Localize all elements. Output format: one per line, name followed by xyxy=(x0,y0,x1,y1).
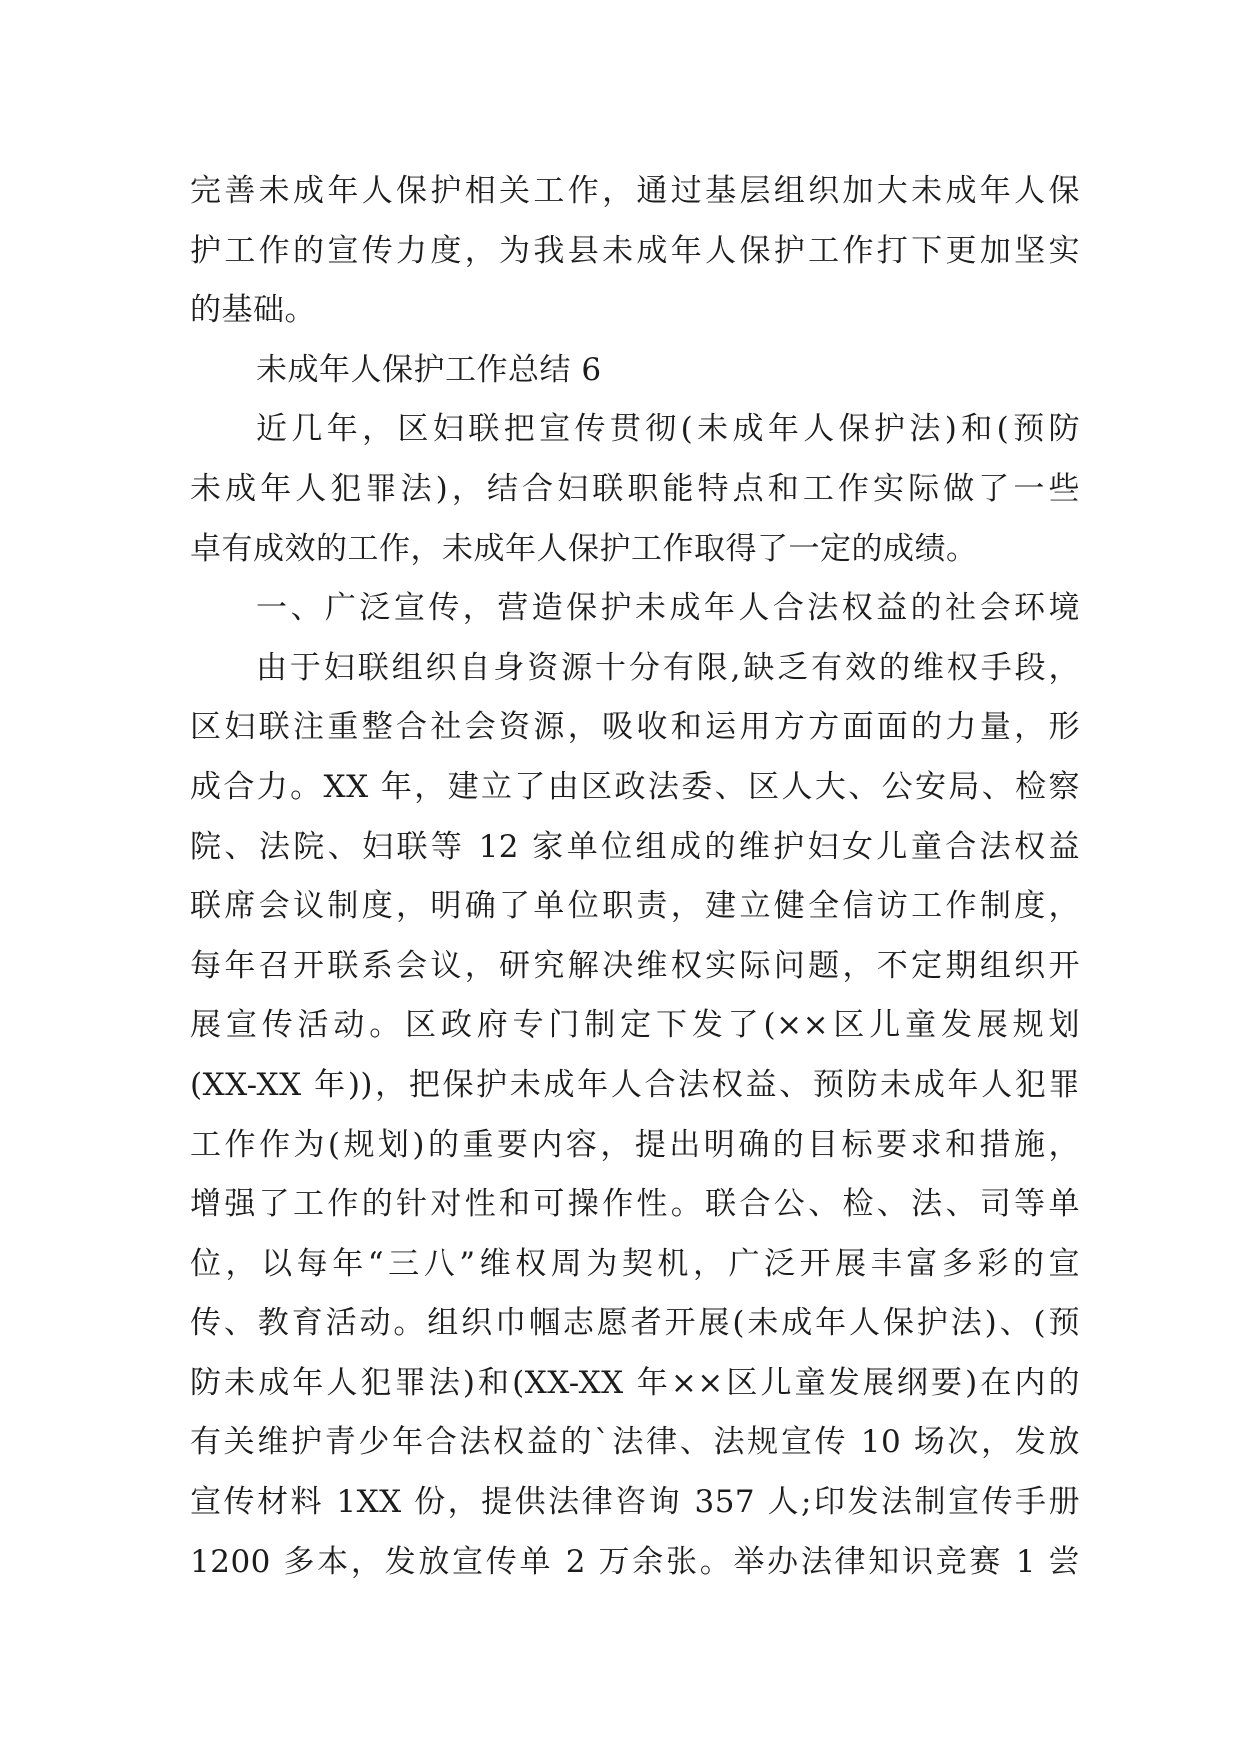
document-text-line: 防未成年人犯罪法)和(XX-XX 年××区儿童发展纲要)在内的 xyxy=(190,1364,1080,1401)
document-text-line: 联席会议制度，明确了单位职责，建立健全信访工作制度， xyxy=(190,888,1080,925)
document-text-line: (XX-XX 年))，把保护未成年人合法权益、预防未成年人犯罪 xyxy=(190,1066,1080,1103)
document-text-line: 一、广泛宣传，营造保护未成年人合法权益的社会环境 xyxy=(256,590,1080,627)
document-body xyxy=(190,162,1080,1592)
document-text-line: 卓有成效的工作，未成年人保护工作取得了一定的成绩。 xyxy=(190,530,978,567)
document-text-line: 1200 多本，发放宣传单 2 万余张。举办法律知识竞赛 1 尝 xyxy=(190,1543,1080,1580)
document-text-line: 有关维护青少年合法权益的`法律、法规宣传 10 场次，发放 xyxy=(190,1424,1080,1461)
document-text-line: 近几年，区妇联把宣传贯彻(未成年人保护法)和(预防 xyxy=(256,411,1080,448)
document-text-line: 工作作为(规划)的重要内容，提出明确的目标要求和措施， xyxy=(190,1126,1080,1163)
document-text-line: 未成年人犯罪法)，结合妇联职能特点和工作实际做了一些 xyxy=(190,470,1080,507)
document-text-line: 由于妇联组织自身资源十分有限,缺乏有效的维权手段， xyxy=(256,649,1080,686)
document-text-line: 展宣传活动。区政府专门制定下发了(××区儿童发展规划 xyxy=(190,1007,1080,1044)
document-text-line: 宣传材料 1XX 份，提供法律咨询 357 人;印发法制宣传手册 xyxy=(190,1484,1080,1521)
document-text-line: 未成年人保护工作总结 6 xyxy=(256,351,602,388)
document-text-line: 护工作的宣传力度，为我县未成年人保护工作打下更加坚实 xyxy=(190,232,1080,269)
document-text-line: 每年召开联系会议，研究解决维权实际问题，不定期组织开 xyxy=(190,947,1080,984)
document-text-line: 的基础。 xyxy=(190,292,316,329)
document-text-line: 成合力。XX 年，建立了由区政法委、区人大、公安局、检察 xyxy=(190,768,1080,805)
document-text-line: 院、法院、妇联等 12 家单位组成的维护妇女儿童合法权益 xyxy=(190,828,1080,865)
document-text-line: 传、教育活动。组织巾帼志愿者开展(未成年人保护法)、(预 xyxy=(190,1305,1080,1342)
document-text-line: 区妇联注重整合社会资源，吸收和运用方方面面的力量，形 xyxy=(190,709,1080,746)
document-text-line: 完善未成年人保护相关工作，通过基层组织加大未成年人保 xyxy=(190,173,1080,209)
document-text-line: 位，以每年“三八”维权周为契机，广泛开展丰富多彩的宣 xyxy=(190,1245,1080,1282)
document-text-line: 增强了工作的针对性和可操作性。联合公、检、法、司等单 xyxy=(190,1186,1080,1223)
